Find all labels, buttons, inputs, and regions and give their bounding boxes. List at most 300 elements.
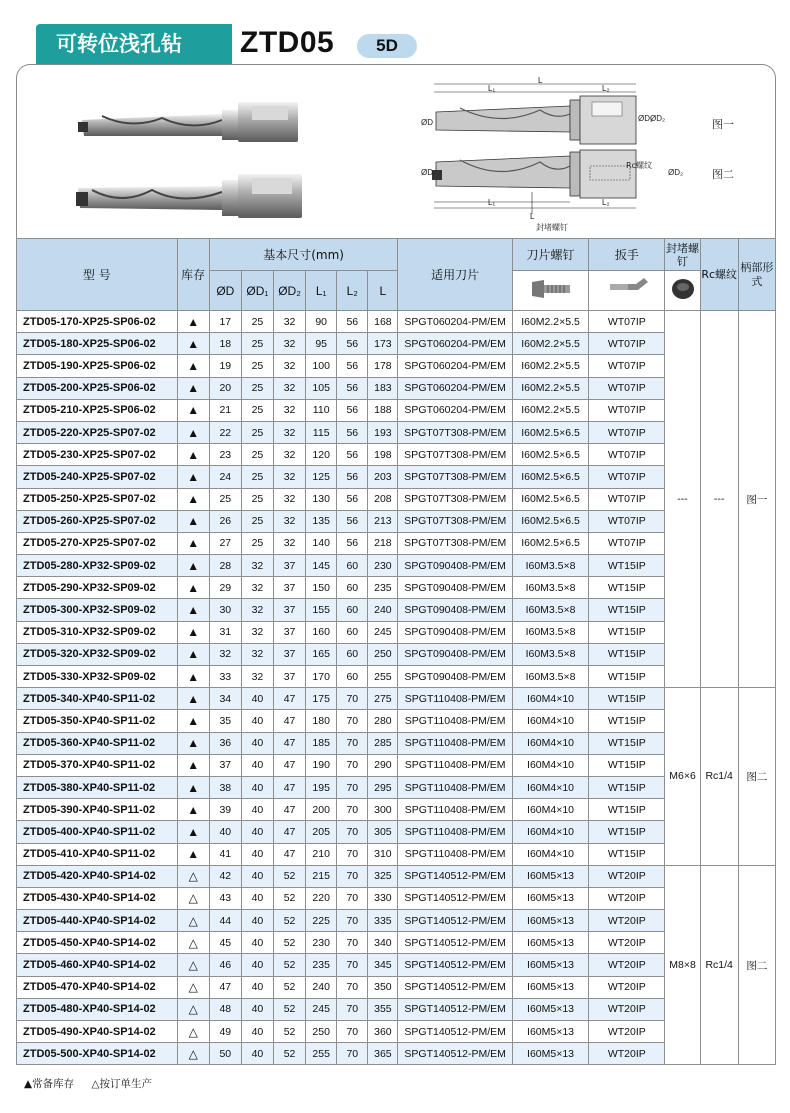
table-row [17,843,776,865]
model-cell: ZTD05-250-XP25-SP07-02 [17,488,178,510]
plug-screw-callout: 封堵螺钉 [536,223,568,232]
L-cell: 178 [368,355,398,377]
screw-cell: I60M5×13 [512,865,588,887]
D1-cell: 32 [241,621,273,643]
D1-cell: 40 [241,776,273,798]
drill-photo-top [72,92,312,152]
screw-cell: I60M5×13 [512,932,588,954]
L2-cell: 60 [337,666,368,688]
wrench-cell: WT20IP [589,998,665,1020]
model-cell: ZTD05-480-XP40-SP14-02 [17,998,178,1020]
L1-cell: 125 [306,466,337,488]
L1-cell: 190 [306,754,337,776]
L-cell: 168 [368,311,398,333]
D2-cell: 47 [274,688,306,710]
stock-cell: ▲ [177,333,209,355]
header-L: L [368,271,398,311]
model-cell: ZTD05-400-XP40-SP11-02 [17,821,178,843]
table-row [17,510,776,532]
table-row [17,1021,776,1043]
model-cell: ZTD05-170-XP25-SP06-02 [17,311,178,333]
D-cell: 38 [209,776,241,798]
L2-cell: 70 [337,865,368,887]
D2-cell: 37 [274,555,306,577]
D2-cell: 47 [274,776,306,798]
L1-cell: 235 [306,954,337,976]
L2-cell: 70 [337,710,368,732]
shank-group-cell: 图二 [738,688,775,866]
D1-cell: 25 [241,311,273,333]
insert-cell: SPGT07T308-PM/EM [398,466,512,488]
L-cell: 335 [368,910,398,932]
stock-cell: ▲ [177,754,209,776]
model-cell: ZTD05-360-XP40-SP11-02 [17,732,178,754]
D2-cell: 32 [274,421,306,443]
table-row [17,421,776,443]
dim-L2-fig1: L₂ [602,84,610,93]
screw-cell: I60M2.5×6.5 [512,444,588,466]
table-row [17,910,776,932]
D1-cell: 32 [241,555,273,577]
D1-cell: 40 [241,976,273,998]
L2-cell: 70 [337,1043,368,1065]
L-cell: 255 [368,666,398,688]
rc-group-cell: --- [700,311,738,688]
screw-cell: I60M3.5×8 [512,555,588,577]
wrench-image [589,271,665,311]
L1-cell: 160 [306,621,337,643]
model-cell: ZTD05-290-XP32-SP09-02 [17,577,178,599]
model-cell: ZTD05-350-XP40-SP11-02 [17,710,178,732]
table-row [17,932,776,954]
model-cell: ZTD05-460-XP40-SP14-02 [17,954,178,976]
L-cell: 285 [368,732,398,754]
insert-cell: SPGT140512-PM/EM [398,887,512,909]
L2-cell: 70 [337,732,368,754]
stock-cell: ▲ [177,355,209,377]
L-cell: 350 [368,976,398,998]
L2-cell: 70 [337,932,368,954]
insert-cell: SPGT07T308-PM/EM [398,444,512,466]
L-cell: 295 [368,776,398,798]
D2-cell: 47 [274,799,306,821]
D-cell: 28 [209,555,241,577]
model-cell: ZTD05-220-XP25-SP07-02 [17,421,178,443]
table-row [17,954,776,976]
wrench-cell: WT15IP [589,843,665,865]
D-cell: 19 [209,355,241,377]
insert-cell: SPGT060204-PM/EM [398,355,512,377]
D2-cell: 47 [274,754,306,776]
insert-cell: SPGT140512-PM/EM [398,1043,512,1065]
D-cell: 50 [209,1043,241,1065]
table-row [17,887,776,909]
D1-cell: 40 [241,1021,273,1043]
model-cell: ZTD05-230-XP25-SP07-02 [17,444,178,466]
D1-cell: 40 [241,1043,273,1065]
table-row [17,333,776,355]
screw-cell: I60M3.5×8 [512,599,588,621]
screw-cell: I60M5×13 [512,954,588,976]
D2-cell: 52 [274,1021,306,1043]
wrench-cell: WT07IP [589,510,665,532]
D2-cell: 32 [274,333,306,355]
D-cell: 32 [209,643,241,665]
wrench-cell: WT07IP [589,421,665,443]
wrench-cell: WT07IP [589,399,665,421]
stock-cell: ▲ [177,843,209,865]
dim-rc-fig2: Rc螺纹 [626,161,652,170]
model-cell: ZTD05-210-XP25-SP06-02 [17,399,178,421]
screw-cell: I60M5×13 [512,1043,588,1065]
D1-cell: 25 [241,488,273,510]
fig1-label: 图一 [712,118,734,131]
insert-cell: SPGT060204-PM/EM [398,311,512,333]
wrench-cell: WT15IP [589,599,665,621]
dim-L1-fig1: L₁ [488,84,496,93]
D2-cell: 37 [274,621,306,643]
dim-L1-fig2: L₁ [488,198,496,207]
D-cell: 21 [209,399,241,421]
D1-cell: 40 [241,688,273,710]
screw-cell: I60M2.2×5.5 [512,333,588,355]
insert-cell: SPGT110408-PM/EM [398,799,512,821]
table-row [17,377,776,399]
insert-cell: SPGT110408-PM/EM [398,732,512,754]
wrench-cell: WT07IP [589,466,665,488]
D1-cell: 25 [241,333,273,355]
insert-cell: SPGT090408-PM/EM [398,555,512,577]
model-cell: ZTD05-470-XP40-SP14-02 [17,976,178,998]
L1-cell: 120 [306,444,337,466]
D1-cell: 32 [241,599,273,621]
L1-cell: 250 [306,1021,337,1043]
L-cell: 290 [368,754,398,776]
stock-cell: ▲ [177,311,209,333]
wrench-cell: WT15IP [589,555,665,577]
L2-cell: 56 [337,510,368,532]
L-cell: 365 [368,1043,398,1065]
L2-cell: 56 [337,532,368,554]
L-cell: 230 [368,555,398,577]
insert-cell: SPGT140512-PM/EM [398,865,512,887]
model-cell: ZTD05-300-XP32-SP09-02 [17,599,178,621]
model-cell: ZTD05-380-XP40-SP11-02 [17,776,178,798]
L-cell: 340 [368,932,398,954]
header-plug: 封堵螺钉 [665,239,700,271]
table-row [17,821,776,843]
table-row [17,998,776,1020]
L2-cell: 60 [337,555,368,577]
L2-cell: 60 [337,599,368,621]
L2-cell: 56 [337,466,368,488]
insert-cell: SPGT140512-PM/EM [398,1021,512,1043]
L-cell: 250 [368,643,398,665]
D1-cell: 25 [241,399,273,421]
L2-cell: 70 [337,1021,368,1043]
screw-cell: I60M4×10 [512,688,588,710]
insert-cell: SPGT110408-PM/EM [398,688,512,710]
plug-group-cell: M6×6 [665,688,700,866]
insert-cell: SPGT07T308-PM/EM [398,532,512,554]
L2-cell: 56 [337,444,368,466]
D2-cell: 32 [274,377,306,399]
L-cell: 345 [368,954,398,976]
insert-cell: SPGT090408-PM/EM [398,666,512,688]
L1-cell: 170 [306,666,337,688]
legend-order: △按订单生产 [91,1078,152,1090]
D1-cell: 25 [241,532,273,554]
stock-cell: ▲ [177,710,209,732]
D-cell: 20 [209,377,241,399]
insert-cell: SPGT090408-PM/EM [398,643,512,665]
insert-cell: SPGT110408-PM/EM [398,754,512,776]
wrench-cell: WT07IP [589,333,665,355]
header-stock: 库存 [177,239,209,311]
L-cell: 213 [368,510,398,532]
wrench-cell: WT15IP [589,754,665,776]
L-cell: 330 [368,887,398,909]
D2-cell: 47 [274,732,306,754]
wrench-cell: WT15IP [589,799,665,821]
screw-cell: I60M4×10 [512,821,588,843]
wrench-cell: WT20IP [589,887,665,909]
screw-cell: I60M5×13 [512,998,588,1020]
screw-cell: I60M3.5×8 [512,643,588,665]
screw-cell: I60M2.2×5.5 [512,311,588,333]
model-cell: ZTD05-500-XP40-SP14-02 [17,1043,178,1065]
table-row [17,688,776,710]
L-cell: 198 [368,444,398,466]
fig2-label: 图二 [712,168,734,181]
header-insert: 适用刀片 [398,239,512,311]
D1-cell: 40 [241,954,273,976]
L1-cell: 180 [306,710,337,732]
L2-cell: 56 [337,399,368,421]
stock-cell: ▲ [177,532,209,554]
table-row [17,311,776,333]
insert-cell: SPGT060204-PM/EM [398,333,512,355]
screw-cell: I60M3.5×8 [512,621,588,643]
L1-cell: 210 [306,843,337,865]
L2-cell: 56 [337,355,368,377]
D1-cell: 25 [241,444,273,466]
screw-cell: I60M4×10 [512,732,588,754]
length-badge: 5D [357,34,417,58]
table-row [17,666,776,688]
model-cell: ZTD05-320-XP32-SP09-02 [17,643,178,665]
L-cell: 355 [368,998,398,1020]
table-row [17,621,776,643]
D2-cell: 52 [274,954,306,976]
L-cell: 235 [368,577,398,599]
D-cell: 42 [209,865,241,887]
screw-cell: I60M2.2×5.5 [512,355,588,377]
wrench-cell: WT07IP [589,488,665,510]
screw-cell: I60M5×13 [512,1021,588,1043]
L1-cell: 100 [306,355,337,377]
stock-cell: ▲ [177,732,209,754]
model-cell: ZTD05-340-XP40-SP11-02 [17,688,178,710]
L2-cell: 70 [337,821,368,843]
model-cell: ZTD05-270-XP25-SP07-02 [17,532,178,554]
D-cell: 44 [209,910,241,932]
L2-cell: 56 [337,311,368,333]
header-shank: 柄部形式 [738,239,775,311]
wrench-cell: WT15IP [589,732,665,754]
L2-cell: 70 [337,998,368,1020]
insert-cell: SPGT110408-PM/EM [398,710,512,732]
screw-cell: I60M5×13 [512,887,588,909]
D1-cell: 40 [241,732,273,754]
wrench-cell: WT07IP [589,444,665,466]
D-cell: 23 [209,444,241,466]
L-cell: 275 [368,688,398,710]
wrench-cell: WT15IP [589,666,665,688]
L1-cell: 95 [306,333,337,355]
model-cell: ZTD05-180-XP25-SP06-02 [17,333,178,355]
L2-cell: 70 [337,887,368,909]
wrench-cell: WT15IP [589,577,665,599]
D-cell: 39 [209,799,241,821]
plug-screw-icon [669,276,697,302]
D-cell: 34 [209,688,241,710]
L1-cell: 245 [306,998,337,1020]
wrench-cell: WT07IP [589,311,665,333]
D-cell: 45 [209,932,241,954]
model-cell: ZTD05-430-XP40-SP14-02 [17,887,178,909]
wrench-cell: WT20IP [589,954,665,976]
stock-cell: △ [177,932,209,954]
stock-cell: △ [177,865,209,887]
L-cell: 183 [368,377,398,399]
header-screw: 刀片螺钉 [512,239,588,271]
screw-cell: I60M2.5×6.5 [512,488,588,510]
L1-cell: 225 [306,910,337,932]
screw-image [512,271,588,311]
L-cell: 193 [368,421,398,443]
wrench-cell: WT15IP [589,688,665,710]
model-cell: ZTD05-390-XP40-SP11-02 [17,799,178,821]
header-D: ØD [209,271,241,311]
stock-cell: ▲ [177,488,209,510]
wrench-cell: WT07IP [589,377,665,399]
L-cell: 360 [368,1021,398,1043]
D1-cell: 40 [241,865,273,887]
model-cell: ZTD05-200-XP25-SP06-02 [17,377,178,399]
insert-cell: SPGT090408-PM/EM [398,577,512,599]
insert-cell: SPGT07T308-PM/EM [398,421,512,443]
table-row [17,754,776,776]
spec-table [16,238,776,1065]
screw-cell: I60M2.2×5.5 [512,399,588,421]
insert-cell: SPGT140512-PM/EM [398,976,512,998]
screw-cell: I60M3.5×8 [512,577,588,599]
legend-stock: ▲常备库存 [24,1078,75,1090]
L1-cell: 90 [306,311,337,333]
drawing-fig1 [420,76,650,148]
L-cell: 188 [368,399,398,421]
table-row [17,643,776,665]
D-cell: 41 [209,843,241,865]
table-row [17,710,776,732]
rc-group-cell: Rc1/4 [700,865,738,1065]
category-title: 可转位浅孔钻 [36,24,232,64]
table-row [17,555,776,577]
table-row [17,976,776,998]
D2-cell: 47 [274,710,306,732]
dim-D2-fig1: ØD₂ [650,114,666,123]
insert-cell: SPGT140512-PM/EM [398,998,512,1020]
dim-D2-fig2: ØD₂ [668,168,684,177]
insert-cell: SPGT060204-PM/EM [398,377,512,399]
insert-cell: SPGT140512-PM/EM [398,910,512,932]
screw-cell: I60M2.2×5.5 [512,377,588,399]
model-cell: ZTD05-410-XP40-SP11-02 [17,843,178,865]
wrench-cell: WT15IP [589,776,665,798]
insert-cell: SPGT090408-PM/EM [398,599,512,621]
L2-cell: 70 [337,754,368,776]
screw-cell: I60M4×10 [512,843,588,865]
stock-cell: ▲ [177,666,209,688]
stock-cell: ▲ [177,421,209,443]
torx-wrench-icon [602,274,652,304]
L2-cell: 70 [337,954,368,976]
screw-cell: I60M5×13 [512,976,588,998]
table-row [17,488,776,510]
header-L1: L₁ [306,271,337,311]
model-cell: ZTD05-370-XP40-SP11-02 [17,754,178,776]
insert-cell: SPGT140512-PM/EM [398,932,512,954]
D-cell: 47 [209,976,241,998]
D2-cell: 47 [274,843,306,865]
table-row [17,577,776,599]
stock-cell: ▲ [177,599,209,621]
D1-cell: 32 [241,666,273,688]
D2-cell: 52 [274,932,306,954]
D1-cell: 25 [241,510,273,532]
model-title: ZTD05 [240,26,335,59]
D-cell: 31 [209,621,241,643]
dim-D-fig1: ØD [421,118,433,127]
header-D1: ØD₁ [241,271,273,311]
table-row [17,799,776,821]
drawing-fig2 [420,148,650,230]
stock-cell: △ [177,954,209,976]
D1-cell: 40 [241,932,273,954]
L1-cell: 165 [306,643,337,665]
dim-L-fig1: L [538,76,543,85]
L1-cell: 110 [306,399,337,421]
model-cell: ZTD05-260-XP25-SP07-02 [17,510,178,532]
D-cell: 26 [209,510,241,532]
D1-cell: 40 [241,821,273,843]
model-cell: ZTD05-440-XP40-SP14-02 [17,910,178,932]
L-cell: 240 [368,599,398,621]
L2-cell: 56 [337,377,368,399]
screw-cell: I60M4×10 [512,776,588,798]
D-cell: 36 [209,732,241,754]
screw-cell: I60M2.5×6.5 [512,421,588,443]
dim-D-fig2: ØD [421,168,433,177]
D-cell: 29 [209,577,241,599]
wrench-cell: WT20IP [589,910,665,932]
L1-cell: 105 [306,377,337,399]
model-cell: ZTD05-190-XP25-SP06-02 [17,355,178,377]
wrench-cell: WT15IP [589,643,665,665]
screw-cell: I60M5×13 [512,910,588,932]
D-cell: 43 [209,887,241,909]
